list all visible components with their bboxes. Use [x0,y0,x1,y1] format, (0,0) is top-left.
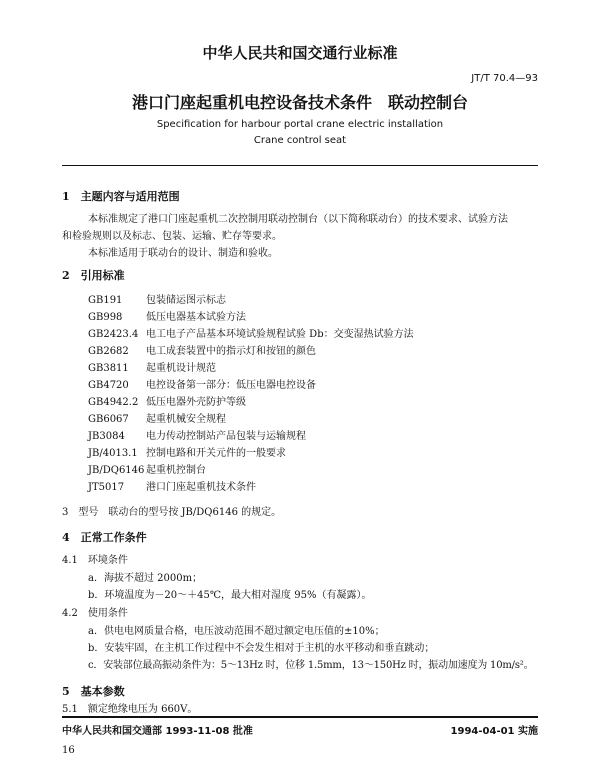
reference-title: 包装储运图示标志 [146,295,226,306]
footer-divider [62,716,538,718]
section-1-paragraph-1: 本标准规定了港口门座起重机二次控制用联动控制台（以下简称联动台）的技术要求、试验方法 [88,214,508,225]
reference-row [88,359,216,374]
english-title-line-2: Crane control seat [253,135,347,146]
effective-date: 1994-04-01 实施 [450,726,538,737]
standard-code: JT/T 70.4—93 [471,73,538,84]
reference-row [88,410,226,425]
section-4-heading: 4 正常工作条件 [62,531,147,544]
reference-row [88,393,246,408]
reference-row [88,376,316,391]
reference-code: GB4942.2 [88,397,139,408]
approval-date: 中华人民共和国交通部 1993-11-08 批准 [62,726,253,737]
reference-title: 电控设备第一部分：低压电器电控设备 [146,380,316,391]
reference-row [88,478,256,493]
section-5-1-rated-voltage: 5.1 额定绝缘电压为 660V。 [62,704,198,715]
english-title-line-1: Specification for harbour portal crane electric installation [156,119,444,130]
reference-title: 控制电路和开关元件的一般要求 [146,448,286,459]
reference-title: 低压电器外壳防护等级 [146,397,246,408]
reference-code: JB3084 [88,431,125,442]
reference-code: GB3811 [88,363,129,374]
reference-title: 电工电子产品基本环境试验规程试验 Db：交变湿热试验方法 [146,329,414,340]
section-3-model: 3 型号 联动台的型号按 JB/DQ6146 的规定。 [62,507,282,518]
section-1-paragraph-2: 本标准适用于联动台的设计、制造和验收。 [88,248,278,259]
document-title: 港口门座起重机电控设备技术条件 联动控制台 [131,93,468,112]
reference-row [88,427,306,442]
header-divider [62,165,538,166]
section-4-1-item-b: b．环境温度为－20～＋45℃，最大相对湿度 95%（有凝露）。 [88,590,372,601]
reference-title: 电力传动控制站产品包装与运输规程 [146,431,306,442]
reference-title: 起重机设计规范 [146,363,216,374]
page-number: 16 [62,745,75,756]
section-1-heading: 1 主题内容与适用范围 [62,190,180,203]
section-1-paragraph-1-cont: 和检验规则以及标志、包装、运输、贮存等要求。 [62,231,282,242]
reference-row [88,308,246,323]
section-5-heading: 5 基本参数 [62,685,125,698]
reference-row [88,444,286,459]
section-4-2-heading: 4.2 使用条件 [62,608,128,619]
org-standard-title: 中华人民共和国交通行业标准 [202,44,398,62]
section-4-1-heading: 4.1 环境条件 [62,555,128,566]
reference-title: 港口门座起重机技术条件 [146,482,256,493]
reference-title: 起重机控制台 [146,465,206,476]
reference-row [88,291,226,306]
reference-code: GB998 [88,312,123,323]
reference-code: JB/4013.1 [88,448,138,459]
reference-row [88,461,206,476]
reference-code: JT5017 [88,482,125,493]
section-4-2-item-a: a．供电电网质量合格，电压波动范围不超过额定电压值的±10%； [88,626,385,637]
section-4-2-item-b: b．安装牢固，在主机工作过程中不会发生相对于主机的水平移动和垂直跳动； [88,643,435,654]
reference-title: 电工成套装置中的指示灯和按钮的颜色 [146,346,316,357]
reference-code: JB/DQ6146 [88,465,145,476]
reference-title: 低压电器基本试验方法 [146,312,246,323]
reference-code: GB4720 [88,380,129,391]
section-2-heading: 2 引用标准 [62,269,125,282]
reference-row [88,325,414,340]
reference-code: GB191 [88,295,123,306]
reference-code: GB2682 [88,346,129,357]
reference-row [88,342,316,357]
reference-title: 起重机械安全规程 [146,414,226,425]
reference-code: GB2423.4 [88,329,139,340]
section-4-1-item-a: a．海拔不超过 2000m； [88,573,203,584]
reference-code: GB6067 [88,414,129,425]
section-4-2-item-c: c．安装部位最高振动条件为：5～13Hz 时，位移 1.5mm，13～150Hz 时，振动加速度为 10m/s²。 [88,660,534,671]
